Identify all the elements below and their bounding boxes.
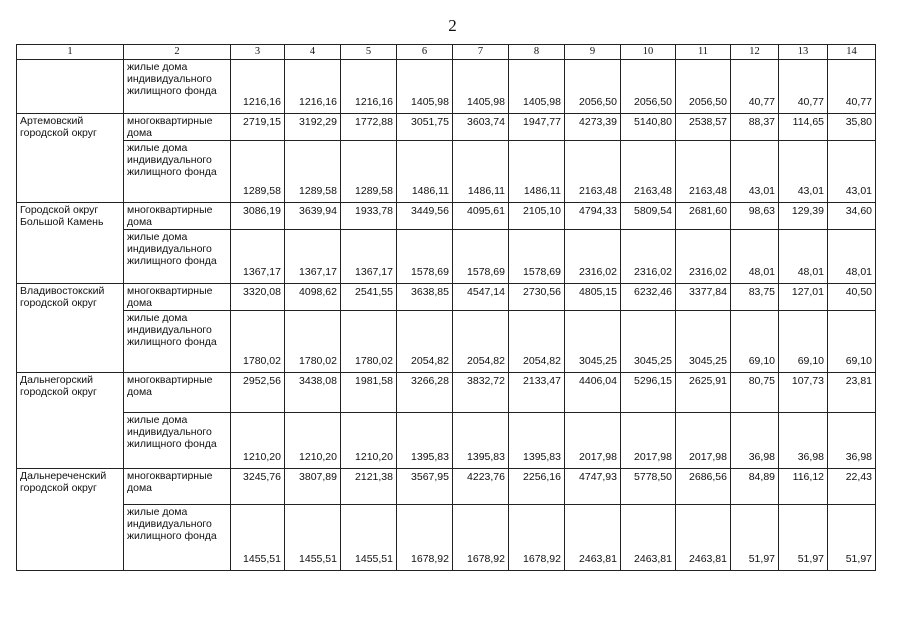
value-cell: 2463,81 xyxy=(621,505,676,571)
value-cell: 83,75 xyxy=(731,284,779,311)
value-cell: 2056,50 xyxy=(676,60,731,114)
value-cell: 1367,17 xyxy=(341,230,397,284)
column-number: 8 xyxy=(509,45,565,60)
value-cell: 1455,51 xyxy=(341,505,397,571)
value-cell: 4406,04 xyxy=(565,373,621,413)
value-cell: 34,60 xyxy=(828,203,876,230)
district-name xyxy=(17,60,124,114)
table-row xyxy=(17,469,876,505)
value-cell: 2730,56 xyxy=(509,284,565,311)
value-cell: 40,50 xyxy=(828,284,876,311)
value-cell: 3807,89 xyxy=(285,469,341,505)
value-cell: 5778,50 xyxy=(621,469,676,505)
value-cell: 98,63 xyxy=(731,203,779,230)
table-row xyxy=(17,141,876,203)
value-cell: 3051,75 xyxy=(397,114,453,141)
value-cell: 1933,78 xyxy=(341,203,397,230)
value-cell: 3639,94 xyxy=(285,203,341,230)
value-cell: 69,10 xyxy=(828,311,876,373)
value-cell: 2463,81 xyxy=(565,505,621,571)
value-cell: 1947,77 xyxy=(509,114,565,141)
value-cell: 2686,56 xyxy=(676,469,731,505)
tariff-table xyxy=(16,44,876,571)
value-cell: 2054,82 xyxy=(397,311,453,373)
table-row xyxy=(17,284,876,311)
value-cell: 2056,50 xyxy=(621,60,676,114)
value-cell: 2541,55 xyxy=(341,284,397,311)
value-cell: 4805,15 xyxy=(565,284,621,311)
value-cell: 3449,56 xyxy=(397,203,453,230)
value-cell: 48,01 xyxy=(731,230,779,284)
housing-category: жилые дома индивидуального жилищного фонда xyxy=(124,60,231,114)
column-number: 2 xyxy=(124,45,231,60)
value-cell: 2538,57 xyxy=(676,114,731,141)
value-cell: 2719,15 xyxy=(231,114,285,141)
value-cell: 2163,48 xyxy=(565,141,621,203)
value-cell: 4098,62 xyxy=(285,284,341,311)
value-cell: 107,73 xyxy=(779,373,828,413)
district-name: Дальнереченский городской округ xyxy=(17,469,124,571)
value-cell: 1455,51 xyxy=(231,505,285,571)
value-cell: 35,80 xyxy=(828,114,876,141)
column-number: 14 xyxy=(828,45,876,60)
table-row xyxy=(17,60,876,114)
value-cell: 43,01 xyxy=(828,141,876,203)
value-cell: 5140,80 xyxy=(621,114,676,141)
value-cell: 22,43 xyxy=(828,469,876,505)
value-cell: 4747,93 xyxy=(565,469,621,505)
value-cell: 3045,25 xyxy=(676,311,731,373)
housing-category: жилые дома индивидуального жилищного фонда xyxy=(124,141,231,203)
value-cell: 2017,98 xyxy=(621,413,676,469)
value-cell: 2054,82 xyxy=(453,311,509,373)
district-name: Артемовский городской округ xyxy=(17,114,124,203)
value-cell: 4095,61 xyxy=(453,203,509,230)
value-cell: 40,77 xyxy=(779,60,828,114)
value-cell: 69,10 xyxy=(779,311,828,373)
value-cell: 3192,29 xyxy=(285,114,341,141)
value-cell: 127,01 xyxy=(779,284,828,311)
housing-category: многоквартирные дома xyxy=(124,284,231,311)
value-cell: 4794,33 xyxy=(565,203,621,230)
value-cell: 2952,56 xyxy=(231,373,285,413)
value-cell: 69,10 xyxy=(731,311,779,373)
value-cell: 1678,92 xyxy=(509,505,565,571)
column-number: 6 xyxy=(397,45,453,60)
column-number: 5 xyxy=(341,45,397,60)
value-cell: 1289,58 xyxy=(341,141,397,203)
value-cell: 3045,25 xyxy=(565,311,621,373)
value-cell: 3266,28 xyxy=(397,373,453,413)
value-cell: 1486,11 xyxy=(397,141,453,203)
value-cell: 3638,85 xyxy=(397,284,453,311)
value-cell: 48,01 xyxy=(779,230,828,284)
table-row xyxy=(17,203,876,230)
table-body xyxy=(17,45,876,571)
value-cell: 1486,11 xyxy=(509,141,565,203)
value-cell: 2163,48 xyxy=(676,141,731,203)
value-cell: 1405,98 xyxy=(509,60,565,114)
housing-category: жилые дома индивидуального жилищного фонда xyxy=(124,505,231,571)
value-cell: 2017,98 xyxy=(676,413,731,469)
value-cell: 1367,17 xyxy=(231,230,285,284)
table-row xyxy=(17,311,876,373)
value-cell: 4547,14 xyxy=(453,284,509,311)
value-cell: 3320,08 xyxy=(231,284,285,311)
column-number: 1 xyxy=(17,45,124,60)
value-cell: 3832,72 xyxy=(453,373,509,413)
value-cell: 2316,02 xyxy=(621,230,676,284)
value-cell: 48,01 xyxy=(828,230,876,284)
value-cell: 40,77 xyxy=(731,60,779,114)
value-cell: 5809,54 xyxy=(621,203,676,230)
housing-category: многоквартирные дома xyxy=(124,469,231,505)
value-cell: 51,97 xyxy=(828,505,876,571)
value-cell: 1780,02 xyxy=(285,311,341,373)
value-cell: 1405,98 xyxy=(453,60,509,114)
value-cell: 2316,02 xyxy=(676,230,731,284)
value-cell: 3438,08 xyxy=(285,373,341,413)
value-cell: 1210,20 xyxy=(231,413,285,469)
value-cell: 2625,91 xyxy=(676,373,731,413)
value-cell: 1981,58 xyxy=(341,373,397,413)
value-cell: 43,01 xyxy=(731,141,779,203)
value-cell: 1289,58 xyxy=(285,141,341,203)
value-cell: 1455,51 xyxy=(285,505,341,571)
column-number: 12 xyxy=(731,45,779,60)
table-row xyxy=(17,230,876,284)
column-number: 11 xyxy=(676,45,731,60)
value-cell: 1578,69 xyxy=(397,230,453,284)
value-cell: 3567,95 xyxy=(397,469,453,505)
value-cell: 1216,16 xyxy=(231,60,285,114)
housing-category: жилые дома индивидуального жилищного фонда xyxy=(124,311,231,373)
value-cell: 2017,98 xyxy=(565,413,621,469)
value-cell: 1405,98 xyxy=(397,60,453,114)
value-cell: 2316,02 xyxy=(565,230,621,284)
value-cell: 1678,92 xyxy=(397,505,453,571)
value-cell: 1367,17 xyxy=(285,230,341,284)
value-cell: 1578,69 xyxy=(509,230,565,284)
housing-category: многоквартирные дома xyxy=(124,114,231,141)
value-cell: 51,97 xyxy=(779,505,828,571)
table-row xyxy=(17,505,876,571)
value-cell: 84,89 xyxy=(731,469,779,505)
header-row xyxy=(17,45,876,60)
value-cell: 1678,92 xyxy=(453,505,509,571)
value-cell: 1289,58 xyxy=(231,141,285,203)
value-cell: 5296,15 xyxy=(621,373,676,413)
value-cell: 1395,83 xyxy=(453,413,509,469)
value-cell: 2163,48 xyxy=(621,141,676,203)
value-cell: 80,75 xyxy=(731,373,779,413)
column-number: 13 xyxy=(779,45,828,60)
column-number: 3 xyxy=(231,45,285,60)
value-cell: 3045,25 xyxy=(621,311,676,373)
value-cell: 36,98 xyxy=(779,413,828,469)
district-name: Дальнегорский городской округ xyxy=(17,373,124,469)
housing-category: многоквартирные дома xyxy=(124,373,231,413)
value-cell: 36,98 xyxy=(731,413,779,469)
value-cell: 1395,83 xyxy=(509,413,565,469)
value-cell: 2681,60 xyxy=(676,203,731,230)
value-cell: 114,65 xyxy=(779,114,828,141)
value-cell: 2463,81 xyxy=(676,505,731,571)
column-number: 10 xyxy=(621,45,676,60)
housing-category: жилые дома индивидуального жилищного фонда xyxy=(124,413,231,469)
value-cell: 51,97 xyxy=(731,505,779,571)
value-cell: 1216,16 xyxy=(341,60,397,114)
district-name: Городской округ Большой Камень xyxy=(17,203,124,284)
value-cell: 1578,69 xyxy=(453,230,509,284)
value-cell: 40,77 xyxy=(828,60,876,114)
table-row xyxy=(17,373,876,413)
value-cell: 2105,10 xyxy=(509,203,565,230)
value-cell: 1772,88 xyxy=(341,114,397,141)
column-number: 9 xyxy=(565,45,621,60)
value-cell: 1780,02 xyxy=(231,311,285,373)
value-cell: 1780,02 xyxy=(341,311,397,373)
value-cell: 116,12 xyxy=(779,469,828,505)
value-cell: 43,01 xyxy=(779,141,828,203)
table-row xyxy=(17,114,876,141)
value-cell: 23,81 xyxy=(828,373,876,413)
value-cell: 1395,83 xyxy=(397,413,453,469)
table-row xyxy=(17,413,876,469)
column-number: 7 xyxy=(453,45,509,60)
value-cell: 129,39 xyxy=(779,203,828,230)
value-cell: 1486,11 xyxy=(453,141,509,203)
housing-category: жилые дома индивидуального жилищного фонда xyxy=(124,230,231,284)
value-cell: 1210,20 xyxy=(341,413,397,469)
value-cell: 6232,46 xyxy=(621,284,676,311)
value-cell: 2054,82 xyxy=(509,311,565,373)
page-number: 2 xyxy=(448,16,457,35)
value-cell: 2121,38 xyxy=(341,469,397,505)
value-cell: 1210,20 xyxy=(285,413,341,469)
value-cell: 2056,50 xyxy=(565,60,621,114)
housing-category: многоквартирные дома xyxy=(124,203,231,230)
column-number: 4 xyxy=(285,45,341,60)
value-cell: 36,98 xyxy=(828,413,876,469)
value-cell: 3603,74 xyxy=(453,114,509,141)
district-name: Владивостокский городской округ xyxy=(17,284,124,373)
value-cell: 2256,16 xyxy=(509,469,565,505)
value-cell: 2133,47 xyxy=(509,373,565,413)
value-cell: 4223,76 xyxy=(453,469,509,505)
value-cell: 88,37 xyxy=(731,114,779,141)
value-cell: 3086,19 xyxy=(231,203,285,230)
value-cell: 4273,39 xyxy=(565,114,621,141)
value-cell: 3377,84 xyxy=(676,284,731,311)
value-cell: 1216,16 xyxy=(285,60,341,114)
value-cell: 3245,76 xyxy=(231,469,285,505)
